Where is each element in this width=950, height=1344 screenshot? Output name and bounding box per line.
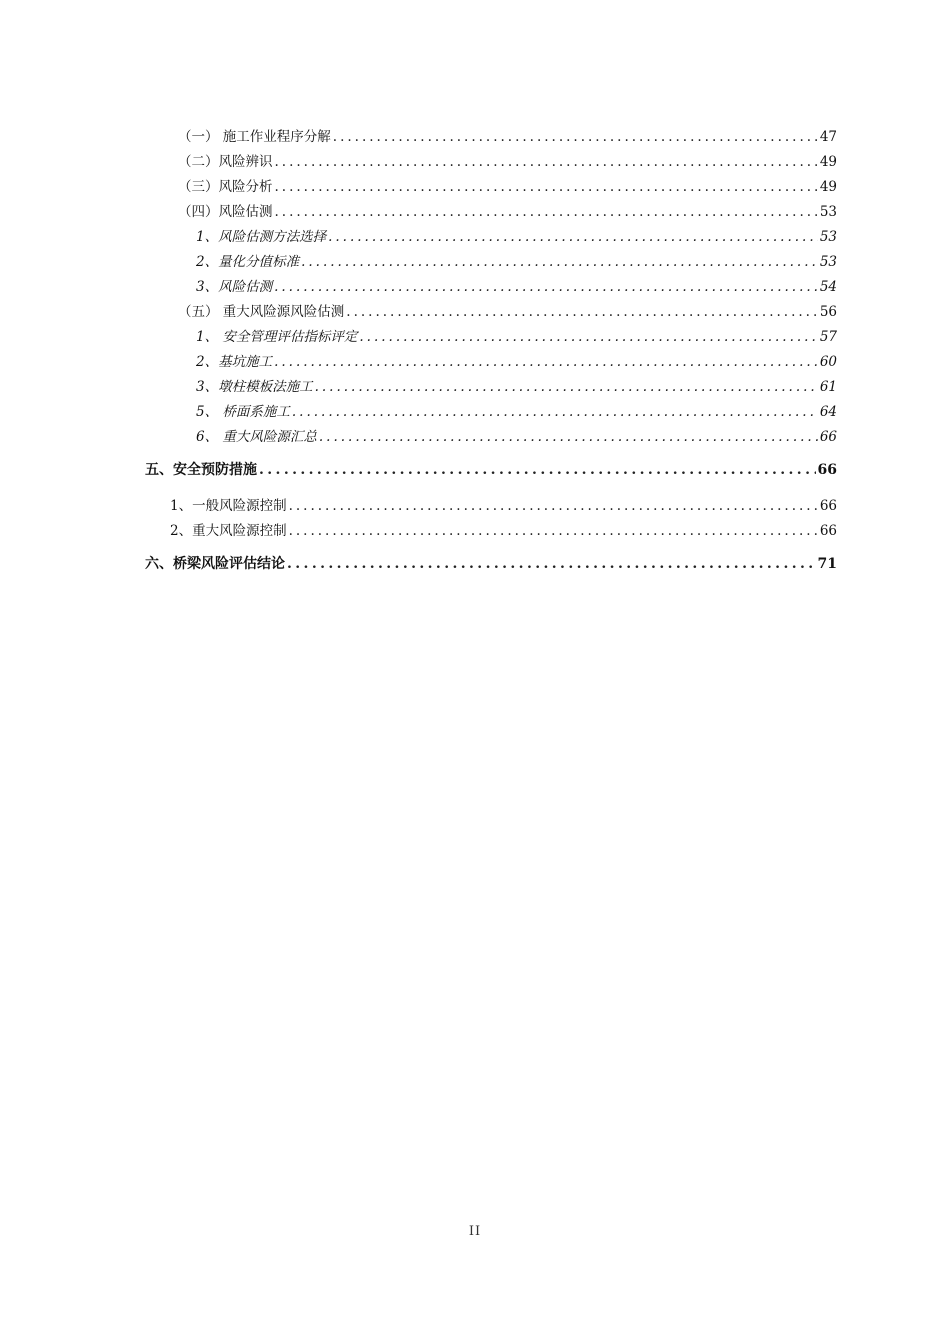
- dot-leader: [359, 329, 817, 345]
- toc-entry-page: 53: [819, 204, 837, 220]
- toc-chapter-entry[interactable]: [145, 553, 837, 573]
- dot-leader: [301, 254, 818, 270]
- toc-entry-page: 56: [819, 304, 837, 320]
- toc-entry-page: 64: [819, 404, 837, 420]
- toc-entry[interactable]: [196, 325, 837, 345]
- toc-entry-page: 60: [819, 354, 837, 370]
- dot-leader: [319, 429, 818, 445]
- toc-entry[interactable]: [178, 150, 837, 170]
- dot-leader: [292, 404, 818, 420]
- toc-entry-label: （五） 重大风险源风险估测: [178, 304, 345, 320]
- toc-entry-label: 3、风险估测: [196, 279, 273, 295]
- toc-entry-page: 47: [819, 129, 837, 145]
- toc-entry-page: 53: [819, 254, 837, 270]
- toc-entry-page: 66: [819, 429, 837, 445]
- toc-entry-label: （二）风险辨识: [178, 154, 273, 170]
- dot-leader: [275, 204, 818, 220]
- dot-leader: [275, 154, 818, 170]
- toc-entry[interactable]: [196, 275, 837, 295]
- dot-leader: [328, 229, 818, 245]
- toc-entry[interactable]: [170, 519, 837, 539]
- toc-entry-label: 1、风险估测方法选择: [196, 229, 327, 245]
- page-number: II: [468, 1224, 482, 1239]
- toc-entry-page: 61: [819, 379, 837, 395]
- toc-entry[interactable]: [178, 300, 837, 320]
- toc-entry-label: （三）风险分析: [178, 179, 273, 195]
- toc-entry[interactable]: [178, 175, 837, 195]
- toc-entry-label: 2、基坑施工: [196, 354, 273, 370]
- toc-entry-page: 71: [817, 556, 837, 572]
- dot-leader: [275, 179, 818, 195]
- toc-entry-page: 66: [819, 498, 837, 514]
- toc-chapter-entry[interactable]: [145, 459, 837, 479]
- toc-entry[interactable]: [196, 425, 837, 445]
- toc-entry[interactable]: [196, 225, 837, 245]
- toc-entry-label: （一） 施工作业程序分解: [178, 129, 331, 145]
- toc-entry-label: 1、一般风险源控制: [170, 498, 287, 514]
- toc-entry-label: 六、桥梁风险评估结论: [145, 556, 285, 572]
- dot-leader: [274, 354, 818, 370]
- toc-entry[interactable]: [196, 250, 837, 270]
- dot-leader: [333, 129, 818, 145]
- dot-leader: [315, 379, 818, 395]
- toc-entry-page: 53: [819, 229, 837, 245]
- dot-leader: [289, 523, 818, 539]
- toc-entry-label: 2、重大风险源控制: [170, 523, 287, 539]
- dot-leader: [287, 556, 816, 572]
- toc-entry-page: 49: [819, 154, 837, 170]
- toc-entry[interactable]: [196, 350, 837, 370]
- toc-entry-label: 3、墩柱模板法施工: [196, 379, 313, 395]
- toc-entry[interactable]: [178, 125, 837, 145]
- toc-entry-label: 五、安全预防措施: [145, 462, 257, 478]
- toc-entry-label: 5、 桥面系施工: [196, 404, 290, 420]
- toc-entry-label: 1、 安全管理评估指标评定: [196, 329, 358, 345]
- toc-entry-label: （四）风险估测: [178, 204, 273, 220]
- toc-entry-page: 66: [819, 523, 837, 539]
- toc-entry[interactable]: [196, 375, 837, 395]
- toc-entry[interactable]: [170, 494, 837, 514]
- toc-entry-page: 54: [819, 279, 837, 295]
- toc-entry-label: 6、 重大风险源汇总: [196, 429, 317, 445]
- toc-entry[interactable]: [178, 200, 837, 220]
- toc-entry-page: 49: [819, 179, 837, 195]
- toc-entry-page: 57: [819, 329, 837, 345]
- dot-leader: [289, 498, 818, 514]
- toc-entry-label: 2、量化分值标准: [196, 254, 300, 270]
- dot-leader: [274, 279, 818, 295]
- toc-entry[interactable]: [196, 400, 837, 420]
- dot-leader: [346, 304, 818, 320]
- toc-entry-page: 66: [817, 462, 837, 478]
- dot-leader: [259, 462, 816, 478]
